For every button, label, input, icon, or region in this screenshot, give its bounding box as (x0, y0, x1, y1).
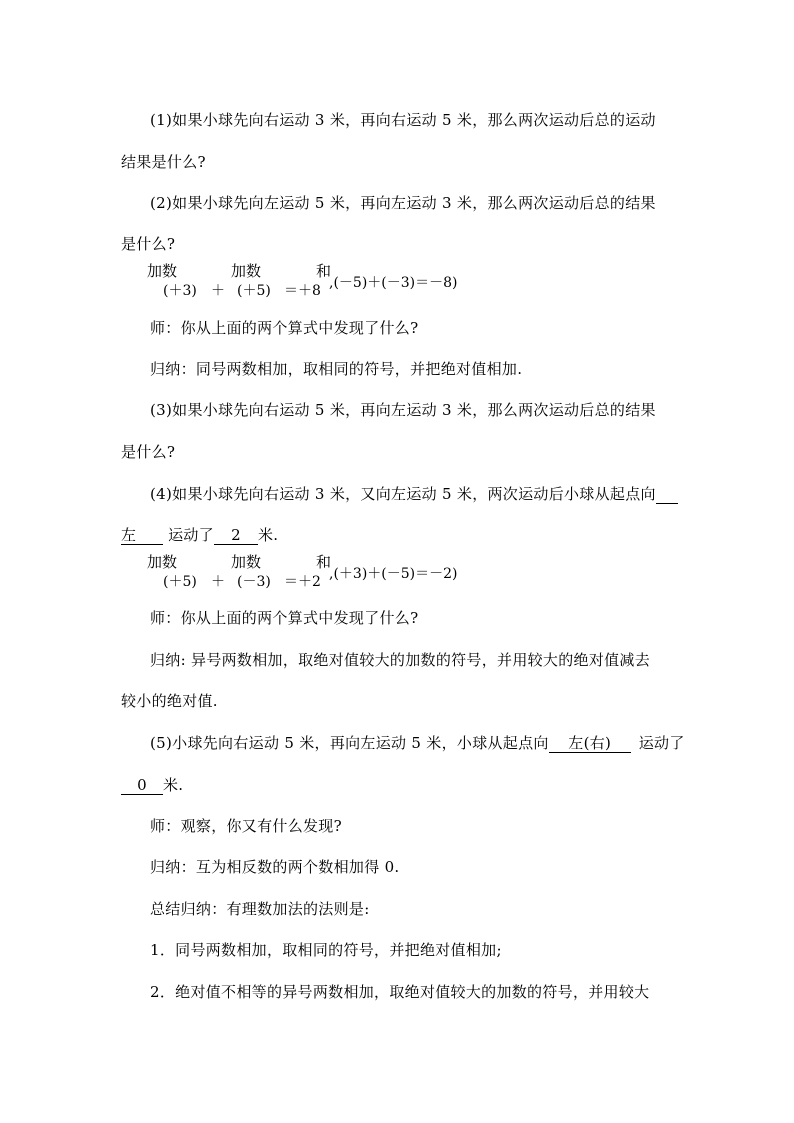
question-4-text: (4)如果小球先向右运动 3 米，又向左运动 5 米，两次运动后小球从起点向 (150, 485, 656, 503)
label-addend-2: 加数 (231, 553, 262, 571)
question-1-line-1: (1)如果小球先向右运动 3 米，再向右运动 5 米，那么两次运动后总的运动 (150, 111, 656, 129)
question-4-mid: 运动了 (168, 526, 214, 544)
summary-1: 归纳：同号两数相加，取相同的符号，并把绝对值相加. (150, 360, 523, 378)
summary-2-line-1: 归纳: 异号两数相加，取绝对值较大的加数的符号，并用较大的绝对值减去 (150, 651, 651, 669)
plus-operator: ＋ (211, 574, 225, 590)
question-1-line-2: 结果是什么? (121, 153, 206, 171)
question-5-text: (5)小球先向右运动 5 米，再向左运动 5 米，小球从起点向 (150, 734, 549, 752)
equation-extra: ,(－5)＋(－3)＝－8) (329, 275, 458, 291)
question-5-line-1 (150, 733, 685, 753)
teacher-prompt-3: 师：观察，你又有什么发现? (150, 817, 342, 835)
label-sum: 和 (316, 262, 332, 280)
term-2: (＋5) (237, 283, 271, 299)
rule-2: 2．绝对值不相等的异号两数相加，取绝对值较大的加数的符号，并用较大 (150, 983, 650, 1001)
rule-1: 1．同号两数相加，取相同的符号，并把绝对值相加; (150, 941, 502, 959)
label-addend-2: 加数 (231, 262, 262, 280)
equals-result: ＝＋2 (284, 574, 321, 590)
answer-blank-distance: 0 (121, 776, 163, 795)
label-addend-1: 加数 (147, 553, 178, 571)
conclusion-title: 总结归纳：有理数加法的法则是: (150, 900, 370, 918)
summary-3: 归纳：互为相反数的两个数相加得 0. (150, 858, 400, 876)
equals-result: ＝＋8 (284, 283, 321, 299)
question-3-line-1: (3)如果小球先向右运动 5 米，再向左运动 3 米，那么两次运动后总的结果 (150, 401, 656, 419)
term-1: (＋3) (163, 283, 197, 299)
question-2-line-1: (2)如果小球先向左运动 5 米，再向左运动 3 米，那么两次运动后总的结果 (150, 194, 656, 212)
equation-extra: ,(＋3)＋(－5)＝－2) (329, 566, 458, 582)
question-4-blank-trail (656, 485, 678, 504)
term-2: (－3) (237, 574, 271, 590)
equation-2 (121, 553, 521, 593)
teacher-prompt-1: 师：你从上面的两个算式中发现了什么? (150, 319, 419, 337)
label-sum: 和 (316, 553, 332, 571)
question-5-end-2: 米. (163, 776, 184, 794)
answer-blank-direction: 左(右) (549, 734, 631, 753)
summary-2-line-2: 较小的绝对值. (121, 692, 218, 710)
question-4-line-2 (121, 525, 278, 545)
question-3-line-2: 是什么? (121, 443, 176, 461)
question-5-end-1: 运动了 (638, 734, 685, 752)
question-2-line-2: 是什么? (121, 235, 176, 253)
question-4-line-1 (150, 484, 678, 504)
question-4-end: 米. (257, 526, 279, 544)
label-addend-1: 加数 (147, 262, 178, 280)
answer-blank-distance: 2 (214, 526, 258, 545)
equation-1 (121, 262, 521, 302)
answer-blank-direction: 左 (121, 526, 163, 545)
teacher-prompt-2: 师：你从上面的两个算式中发现了什么? (150, 609, 419, 627)
question-5-line-2 (121, 775, 183, 795)
term-1: (＋5) (163, 574, 197, 590)
plus-operator: ＋ (211, 283, 225, 299)
